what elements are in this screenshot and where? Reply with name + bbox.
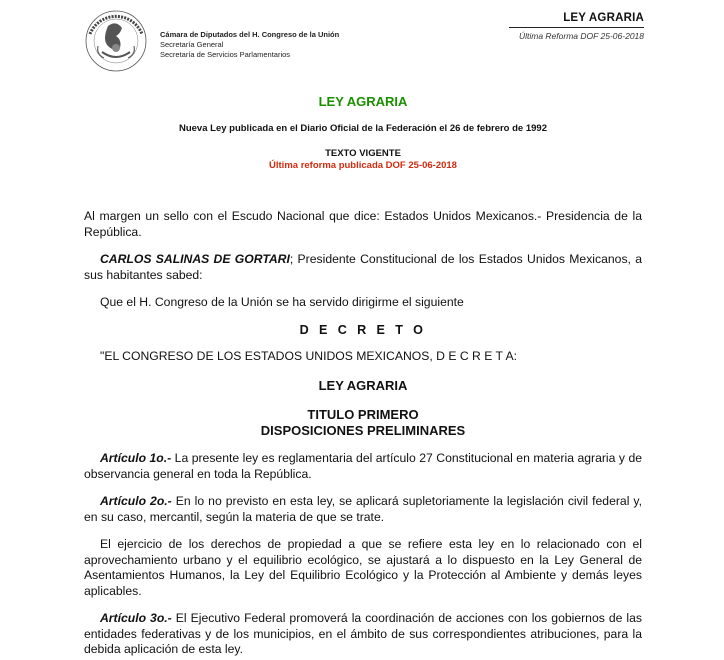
article-2-text: En lo no previsto en esta ley, se aplicará supletoriamente la legislación civil federal y, en su caso, mercantil, según la materia de que se trate. — [84, 494, 642, 524]
ley-heading: LEY AGRARIA — [318, 378, 408, 393]
header-divider — [509, 27, 644, 28]
margin-note-paragraph: Al margen un sello con el Escudo Nacional que dice: Estados Unidos Mexicanos.- Presidencia de la República. — [84, 209, 642, 239]
header-law-name: LEY AGRARIA — [563, 12, 644, 24]
decreto-heading: D E C R E T O — [299, 322, 427, 337]
institution-block — [160, 30, 339, 60]
article-3-label: Artículo 3o.- — [100, 611, 172, 625]
national-seal-icon — [78, 8, 154, 74]
article-1-label: Artículo 1o.- — [100, 451, 172, 465]
president-paragraph — [84, 252, 642, 283]
header-law-info — [509, 12, 644, 41]
article-1-text: La presente ley es reglamentaria del artículo 27 Constitucional en materia agraria y de observancia general en toda la República. — [84, 451, 642, 481]
article-2-second-paragraph: El ejercicio de los derechos de propiedad a que se refiere esta ley en lo relacionado con el aprovechamiento urbano y el equilibrio ecológico, se ajustará a lo dispuesto en la Ley General de Asentamientos Humanos, la Ley del Equilibrio Ecológico y la Protección al Ambiente y demás leyes aplicables. — [84, 537, 642, 598]
article-2-label: Artículo 2o.- — [100, 494, 172, 508]
decreta-paragraph: "EL CONGRESO DE LOS ESTADOS UNIDOS MEXICANOS, D E C R E T A: — [100, 348, 517, 363]
document-title: LEY AGRARIA — [318, 94, 408, 109]
department-parliamentary: Secretaría de Servicios Parlamentarios — [160, 50, 291, 59]
congress-paragraph: Que el H. Congreso de la Unión se ha servido dirigirme el siguiente — [100, 295, 464, 309]
article-3-text: El Ejecutivo Federal promoverá la coordinación de acciones con los gobiernos de las entidades federativas y de los municipios, en el ámbito de sus correspondientes atribuciones, para la debida aplicación de esta ley. — [84, 611, 642, 656]
president-name: CARLOS SALINAS DE GORTARI — [100, 252, 290, 266]
titulo-line-1: TITULO PRIMERO — [307, 407, 419, 422]
article-3-paragraph — [84, 611, 642, 658]
document-header — [0, 0, 724, 80]
institution-name: Cámara de Diputados del H. Congreso de la Unión — [160, 30, 340, 39]
publication-note: Nueva Ley publicada en el Diario Oficial de la Federación el 26 de febrero de 1992 — [178, 123, 547, 134]
president-text: ; Presidente Constitucional de los Estados Unidos Mexicanos, a sus habitantes sabed: — [84, 252, 642, 282]
header-last-reform: Última Reforma DOF 25-06-2018 — [518, 31, 644, 41]
department-general: Secretaría General — [160, 40, 224, 49]
ultima-reforma-note: Última reforma publicada DOF 25-06-2018 — [269, 160, 457, 171]
titulo-line-2: DISPOSICIONES PRELIMINARES — [260, 423, 466, 438]
titulo-heading — [84, 407, 642, 439]
document-body — [84, 92, 642, 658]
article-2-paragraph — [84, 494, 642, 525]
article-1-paragraph — [84, 451, 642, 482]
texto-vigente: TEXTO VIGENTE — [325, 148, 401, 159]
